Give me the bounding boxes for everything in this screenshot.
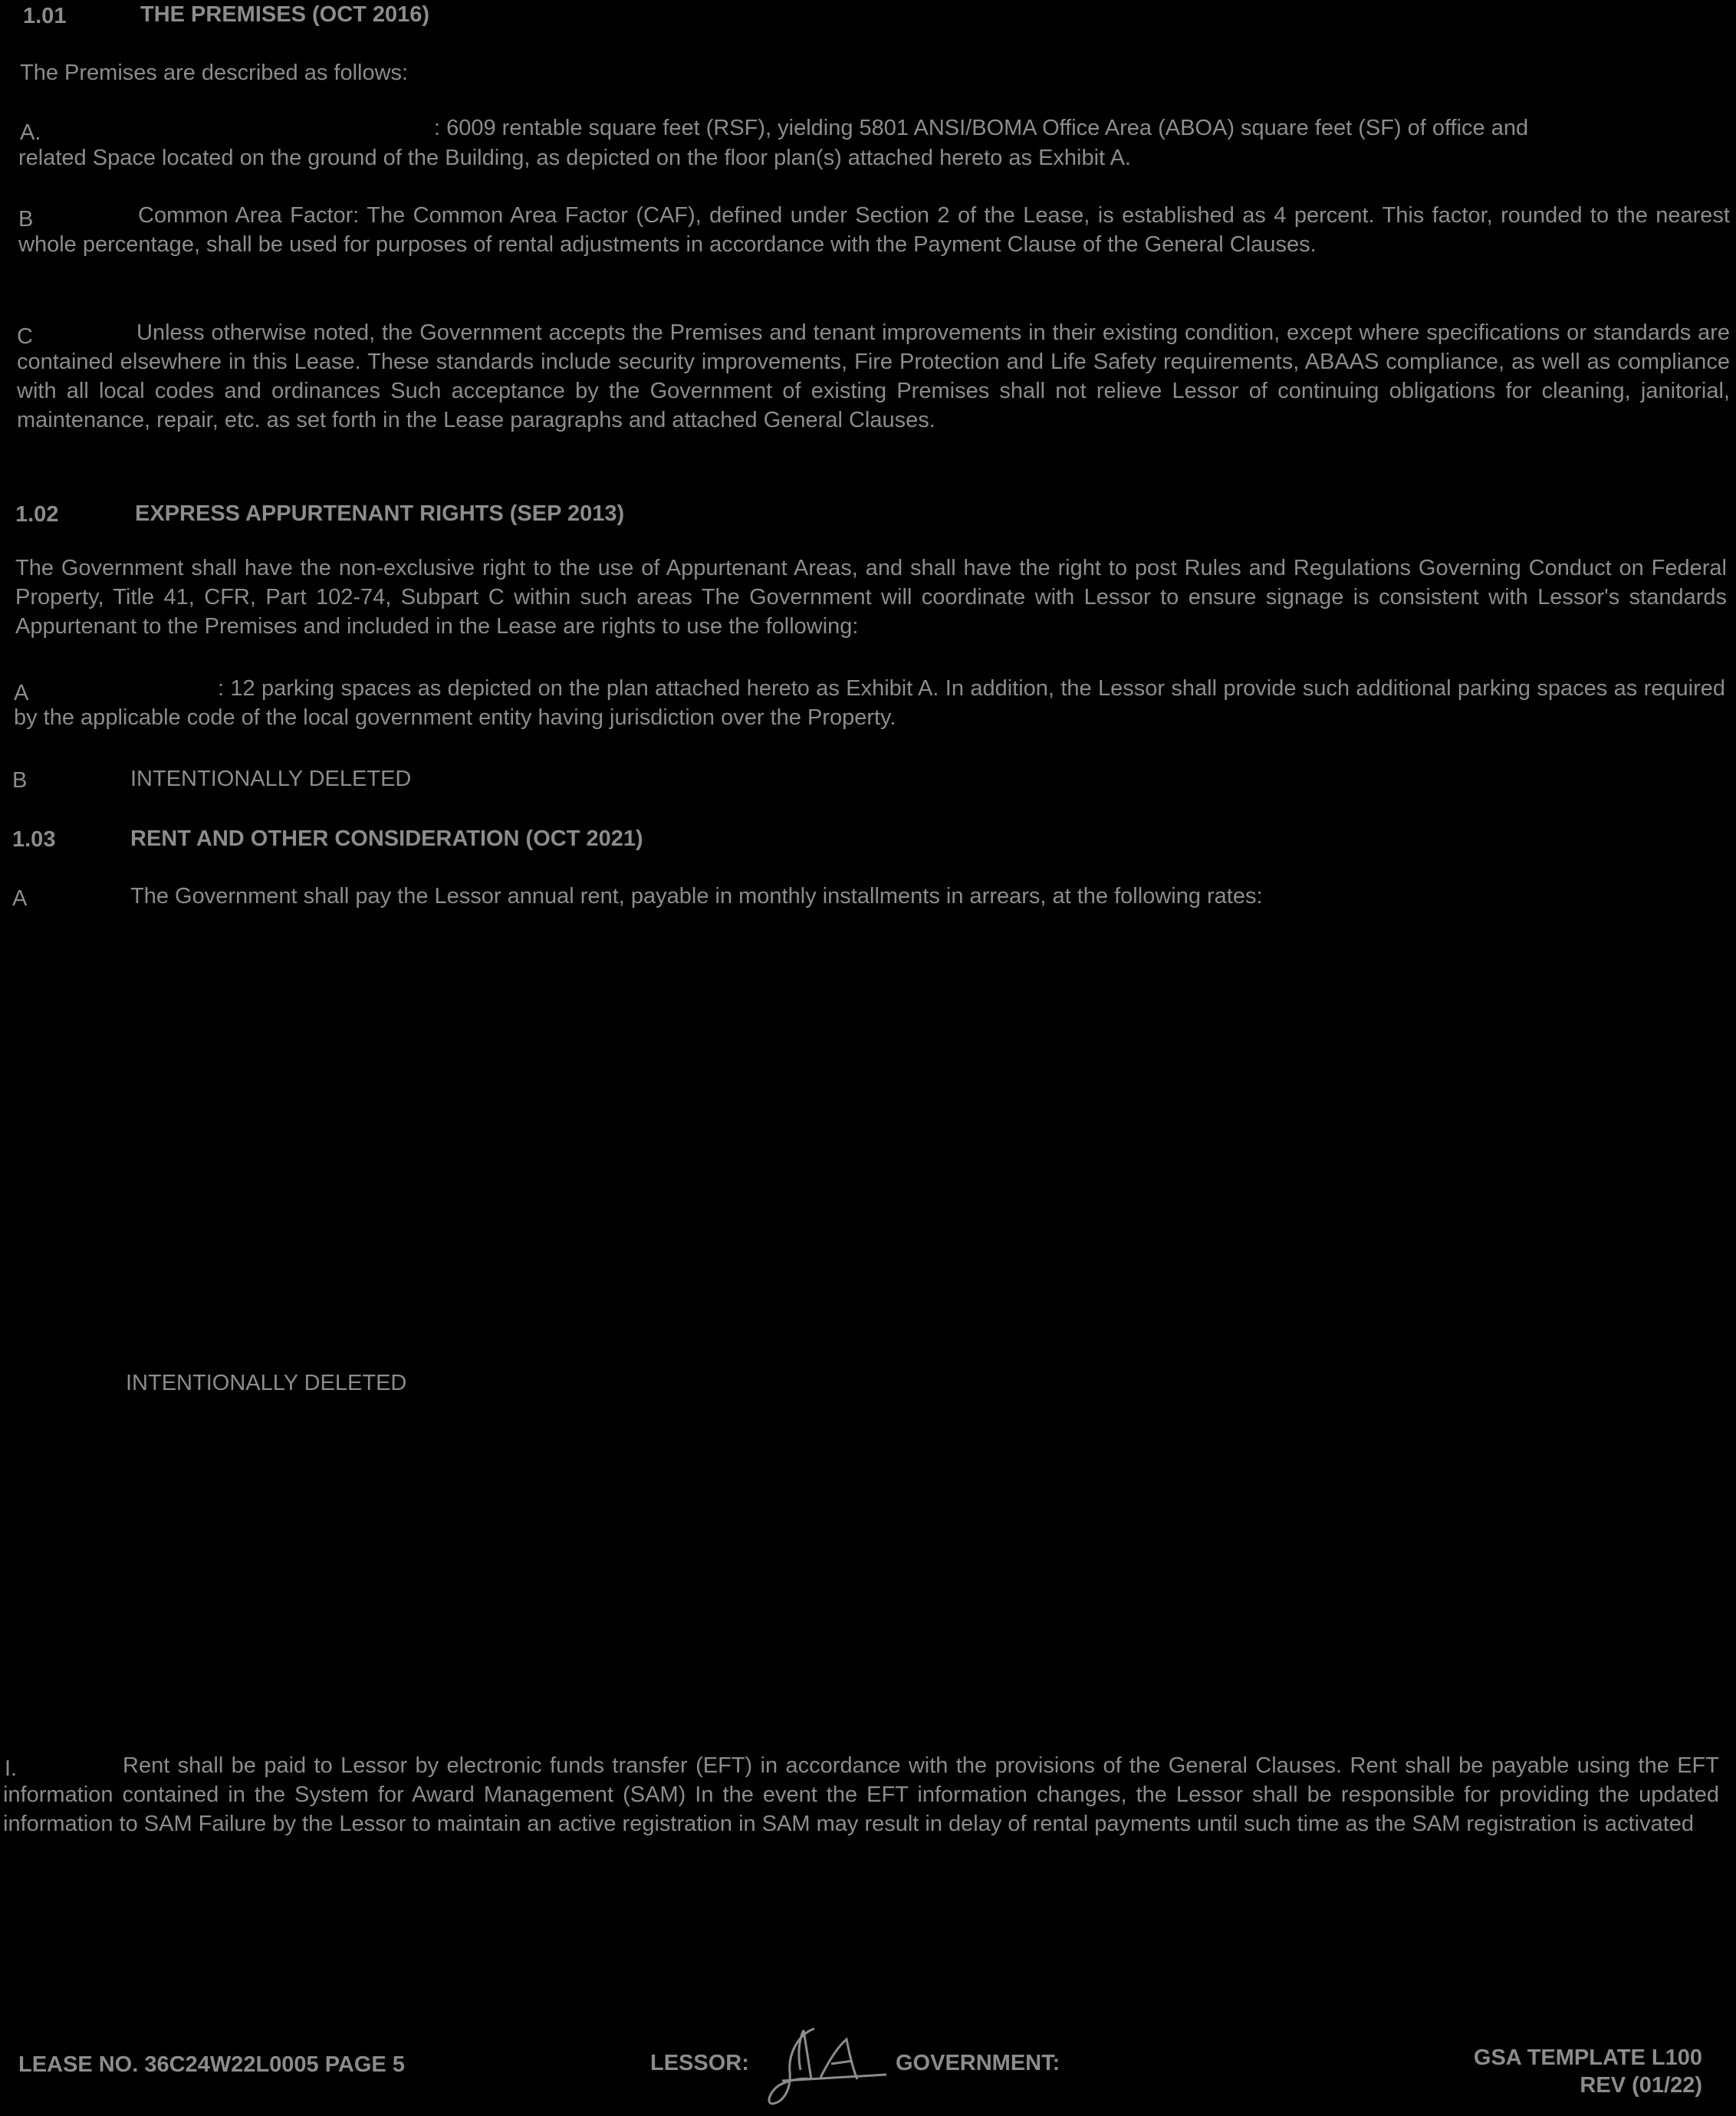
appurtenant-b-text: INTENTIONALLY DELETED — [130, 767, 412, 791]
rent-i-label: I. — [5, 1756, 18, 1781]
premises-intro: The Premises are described as follows: — [20, 61, 409, 85]
rent-a-text: The Government shall pay the Lessor annual rent, payable in monthly installments in arrears, at the following rates: — [130, 884, 1263, 909]
section-title-appurtenant-rights: EXPRESS APPURTENANT RIGHTS (SEP 2013) — [135, 501, 625, 526]
section-number-1-02: 1.02 — [15, 502, 59, 527]
appurtenant-b-label: B — [12, 768, 28, 793]
footer-revision: REV (01/22) — [1580, 2073, 1702, 2098]
premises-b-label: B — [18, 207, 34, 232]
appurtenant-body: The Government shall have the non-exclusive right to the use of Appurtenant Areas, and shall have the right to post Rules and Regulations Governing Conduct on Federal Property, Title 41, CFR, Part 102-74, Subpart C within such areas The Government will coordinate with Lessor to ensure signage is consistent with Lessor's standards Appurtenant to the Premises and included in the Lease are rights to use the following: — [15, 556, 1727, 639]
premises-a-text-line2: related Space located on the ground of the Building, as depicted on the floor plan(s) attached hereto as Exhibit A. — [18, 146, 1131, 170]
footer-lease-number: LEASE NO. 36C24W22L0005 PAGE 5 — [18, 2052, 405, 2077]
premises-a-label: A. — [20, 120, 41, 145]
appurtenant-a-text: : 12 parking spaces as depicted on the plan attached hereto as Exhibit A. In addition, the Lessor shall provide such additional parking spaces as required by the applicable code of the local government entity having jurisdiction over the Property. — [14, 676, 1725, 730]
premises-c-text: Unless otherwise noted, the Government accepts the Premises and tenant improvements in their existing condition, except where specifications or standards are contained elsewhere in this Lease. These standards include security improvements, Fire Protection and Life Safety requirements, ABAAS compliance, as well as compliance with all local codes and ordinances Such acceptance by the Government of existing Premises shall not relieve Lessor of continuing obligations for cleaning, janitorial, maintenance, repair, etc. as set forth in the Lease paragraphs and attached General Clauses. — [17, 320, 1730, 432]
section-number-1-03: 1.03 — [12, 827, 56, 852]
footer-template: GSA TEMPLATE L100 — [1473, 2045, 1702, 2070]
section-number-1-01: 1.01 — [23, 4, 67, 28]
premises-b-text: Common Area Factor: The Common Area Factor (CAF), defined under Section 2 of the Lease, is established as 4 percent. This factor, rounded to the nearest whole percentage, shall be used for purposes of rental adjustments in accordance with the Payment Clause of the General Clauses. — [18, 203, 1730, 257]
rent-a-label: A — [12, 886, 28, 911]
rent-intentionally-deleted: INTENTIONALLY DELETED — [126, 1371, 407, 1395]
appurtenant-a-label: A — [14, 681, 29, 705]
section-title-premises: THE PREMISES (OCT 2016) — [140, 2, 430, 27]
rent-i-text: Rent shall be paid to Lessor by electronic funds transfer (EFT) in accordance with the provisions of the General Clauses. Rent shall be payable using the EFT information contained in the System for Award Management (SAM) In the event the EFT information changes, the Lessor shall be responsible for providing the updated information to SAM Failure by the Lessor to maintain an active registration in SAM may result in delay of rental payments until such time as the SAM registration is activated — [3, 1753, 1719, 1836]
lessor-signature — [767, 2024, 889, 2108]
premises-c-label: C — [17, 324, 33, 349]
section-title-rent: RENT AND OTHER CONSIDERATION (OCT 2021) — [130, 826, 643, 851]
footer-lessor-label: LESSOR: — [650, 2051, 749, 2075]
footer-government-label: GOVERNMENT: — [896, 2051, 1060, 2075]
premises-a-text-line1: : 6009 rentable square feet (RSF), yielding 5801 ANSI/BOMA Office Area (ABOA) square feet (SF) of office and — [434, 116, 1529, 140]
